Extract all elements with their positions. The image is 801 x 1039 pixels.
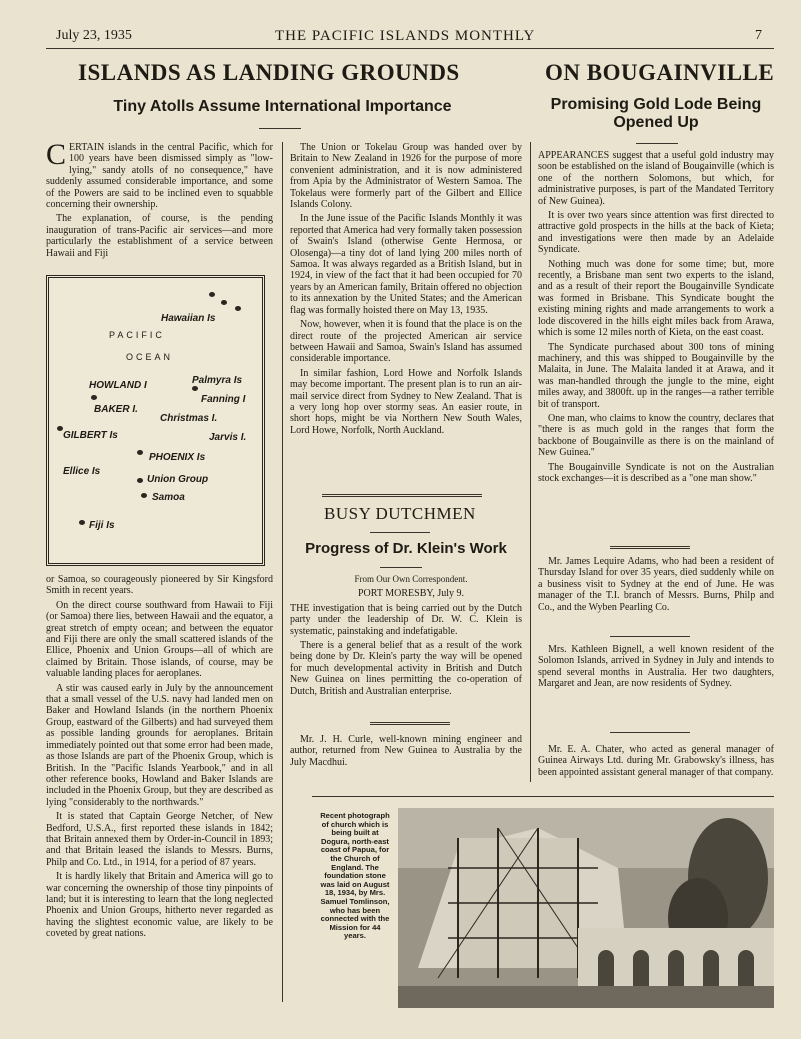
map-label-union: Union Group [147,474,209,485]
page-number: 7 [755,28,762,43]
island-marker-icon [141,493,147,498]
dateline: PORT MORESBY, July 9. [357,588,464,600]
paragraph: Mr. J. H. Curle, well-known mining engineer and author, returned from New Guinea to Australia by the July Macdhui. [290,734,522,768]
subhead-rule [636,143,678,144]
paragraph: Mr. E. A. Chater, who acted as general manager of Guinea Airways Ltd. during Mr. Grabowsky's illness, has been appointed assistant general manager of that company. [538,744,774,778]
map-label-ocean: OCEAN [126,352,174,362]
header-rule [46,48,774,49]
paragraph: Mr. James Lequire Adams, who had been a resident of Thursday Island for over 35 years, died suddenly while on a business visit to Sydney at the end of June. He was manager of the T.I. branch of Messrs. Burns, Philp and Co., and the Wyben Pearling Co. [538,556,774,613]
busy-headline: BUSY DUTCHMEN [324,504,476,523]
column-divider [282,142,283,1002]
article-column-1-top [46,138,273,262]
busy-subhead: Progress of Dr. Klein's Work [305,540,507,557]
bougainville-headline: ON BOUGAINVILLE [545,60,775,85]
island-marker-icon [137,478,143,483]
map-label-jarvis: Jarvis I. [209,432,247,443]
section-rule [610,636,690,637]
island-marker-icon [235,306,241,311]
church-photo [398,808,774,1008]
paragraph: It is over two years since attention was first directed to attractive gold prospects in the hills at the back of Kieta; and investigations were then made by an Adelaide Syndicate. [538,210,774,256]
curle-notice [290,734,522,771]
bougainville-article [538,150,774,487]
adams-notice [538,556,774,616]
subhead-rule [259,128,301,129]
paragraph: The Syndicate purchased about 300 tons of mining machinery, and this was shipped to Bougainville by the Malaita, in June. The Malaita landed it at Arawa, and it was man-handled through the jungle to the mine, eight miles away, and 3800ft. up in the ranges—a rather terrible bit of transport. [538,341,774,410]
map-label-fiji: Fiji Is [89,520,115,531]
photo-caption: Recent photograph of church which is being built at Dogura, north-east coast of Papua, for the Church of England. The foundation stone was laid on August 18, 1934, by Mrs. Samuel Tomlinson, who has been connected with the Mission for 44 years. [320,811,390,941]
map-label-christmas: Christmas I. [160,413,218,424]
paragraph: The Union or Tokelau Group was handed over by Britain to New Zealand in 1926 for the purpose of more convenient administration, and it is now administered from Apia by the Administrator of Western Samoa. The Tokelaus were formerly part of the Gilbert and Ellice Islands Colony. [290,142,522,211]
byline: From Our Own Correspondent. [354,574,468,584]
section-rule [610,546,690,549]
section-rule [610,732,690,733]
paragraph: There is a general belief that as a result of the work being done by Dr. Klein's party the way will be opened for much developmental activity in British and Dutch New Guinea on lines permitting the co-operation of Dutch, British and Australian enterprise. [290,640,522,697]
paragraph: The explanation, of course, is the pending inauguration of trans-Pacific air services—and more particularly the establishment of a service between Hawaii and Fiji [46,213,273,259]
drop-cap: C [46,138,67,171]
paragraph [46,138,273,211]
paragraph-text: ERTAIN islands in the central Pacific, which for 100 years have been dismissed simply as "low-lying," sandy atolls of no consequence," have suddenly assumed considerable importance, and some of the Powers are said to be inclined even to squabble concerning their ownership. [46,142,273,211]
map-label-baker: BAKER I. [94,404,138,415]
column-divider [530,142,531,782]
paragraph: APPEARANCES suggest that a useful gold industry may soon be established on the island of Bougainville (which is one of the northern Solomons, but which, for administrative purposes, is part of the Mandated Territory of New Guinea). [538,150,774,207]
paragraph: Mrs. Kathleen Bignell, a well known resident of the Solomon Islands, arrived in Sydney in July and intends to spend several months in Australia. Her two daughters, Margaret and Jean, are now residents of Sydney. [538,644,774,690]
main-subhead: Tiny Atolls Assume International Importance [113,98,452,115]
chater-notice [538,744,774,781]
island-marker-icon [209,292,215,297]
island-marker-icon [79,520,85,525]
church-photo-image [398,808,774,1008]
paragraph: It is stated that Captain George Netcher, of New Bedford, U.S.A., first reported these islands in 1842; that Britain annexed them by Order-in-Council in 1893; and that Britain leased the islands to Messrs. Burns, Philp and Co. Ltd., in 1914, for a period of 87 years. [46,811,273,868]
paragraph: On the direct course southward from Hawaii to Fiji (or Samoa) there lies, between Hawaii and the equator, a great stretch of empty ocean; and between the equator and Fiji there are only the small scattered islands of the Ellice, Phoenix and Union Groups—all of which are claimed by Britain. Those islands, of course, may be valuable landing places for aeroplanes. [46,599,273,680]
island-marker-icon [192,386,198,391]
main-headline: ISLANDS AS LANDING GROUNDS [78,60,460,85]
map-label-hawaiian: Hawaiian Is [161,313,216,324]
headline-rule [370,532,430,533]
article-column-1-bottom [46,574,273,943]
article-column-2 [290,142,522,439]
paragraph: or Samoa, so courageously pioneered by Sir Kingsford Smith in recent years. [46,574,273,597]
map-label-palmyra: Palmyra Is [192,375,243,386]
map-label-gilbert: GILBERT Is [63,430,118,441]
map-label-phoenix: PHOENIX Is [149,452,206,463]
island-marker-icon [91,395,97,400]
paragraph: THE investigation that is being carried out by the Dutch party under the leadership of Dr. W. C. Klein is systematic, painstaking and indefatigable. [290,602,522,637]
paragraph: The Bougainville Syndicate is not on the Australian stock exchanges—it is described as a "one man show." [538,461,774,484]
map-label-fanning: Fanning I [201,394,246,405]
pacific-map [46,275,265,566]
photo-top-rule [312,796,774,797]
island-marker-icon [57,426,63,431]
island-marker-icon [221,300,227,305]
island-marker-icon [137,450,143,455]
issue-date: July 23, 1935 [56,28,132,43]
paragraph: One man, who claims to know the country, declares that "there is as much gold in the ranges that form the backbone of Bougainville as there is on the mainland of New Guinea." [538,412,774,459]
bignell-notice [538,644,774,693]
map-label-samoa: Samoa [152,492,185,503]
paragraph: In the June issue of the Pacific Islands Monthly it was reported that America had very formally taken possession of Swain's Island (otherwise Gente Hermosa, or Olosenga)—a tiny dot of land lying 200 miles north of Samoa. It was always regarded as a British Island, but in 1924, in view of the fact that it had been occupied for 70 years by an American family, Britain offered no objection to its annexation by the United States; and the American flag was formally hoisted there on May 13, 1935. [290,213,522,316]
section-rule [370,722,450,725]
paragraph: Now, however, when it is found that the place is on the direct route of the projected American air service between Hawaii and Samoa, Swain's Island has assumed considerable importance. [290,319,522,365]
paragraph: A stir was caused early in July by the announcement that a small vessel of the U.S. navy had landed men on Baker and Howland Islands (in the northern Phoenix Group, eastward of the Gilberts) and had surveyed them as possible landing grounds for aeroplanes. Britain immediately pointed out that some error had been made, as those Islands are part of the Phoenix Group, which is British. In the "Pacific Islands Yearbook," and in all other reference books, Howland and Baker Islands are included in the Phoenix Group, but they are described as lying "considerably to the northwards." [46,682,273,808]
map-label-howland: HOWLAND I [89,380,147,391]
busy-article [290,574,522,700]
map-label-pacific: PACIFIC [109,330,165,340]
bougainville-subhead: Promising Gold Lode Being Opened Up [550,96,762,131]
paragraph: Nothing much was done for some time; but, more recently, a Brisbane man sent two experts to the island, and as a result of their report the Bougainville Syndicate was formed in Brisbane. This Syndicate bought the existing mining rights and made arrangements to work a lode discovered in the hills eight miles back from Arawa, which is some 12 miles north of Kieta, on the east coast. [538,258,774,339]
paragraph: It is hardly likely that Britain and America will go to war concerning the ownership of those tiny pinpoints of land; but it is interesting to learn that the long neglected Phoenix and Union Groups, hitherto never regarded as having the slightest economic value, are likely to be coveted by great nations. [46,871,273,940]
subhead-rule [380,567,422,568]
paragraph: In similar fashion, Lord Howe and Norfolk Islands may become important. The present plan is to run an air-mail service direct from Sydney to New Zealand. That is a very long hop over stormy seas. An easier route, in short hops, might be via Northern New South Wales, Lord Howe, Norfolk, North Auckland. [290,367,522,436]
section-rule [322,494,482,497]
publication-title: THE PACIFIC ISLANDS MONTHLY [275,28,536,44]
map-label-ellice: Ellice Is [63,466,101,477]
